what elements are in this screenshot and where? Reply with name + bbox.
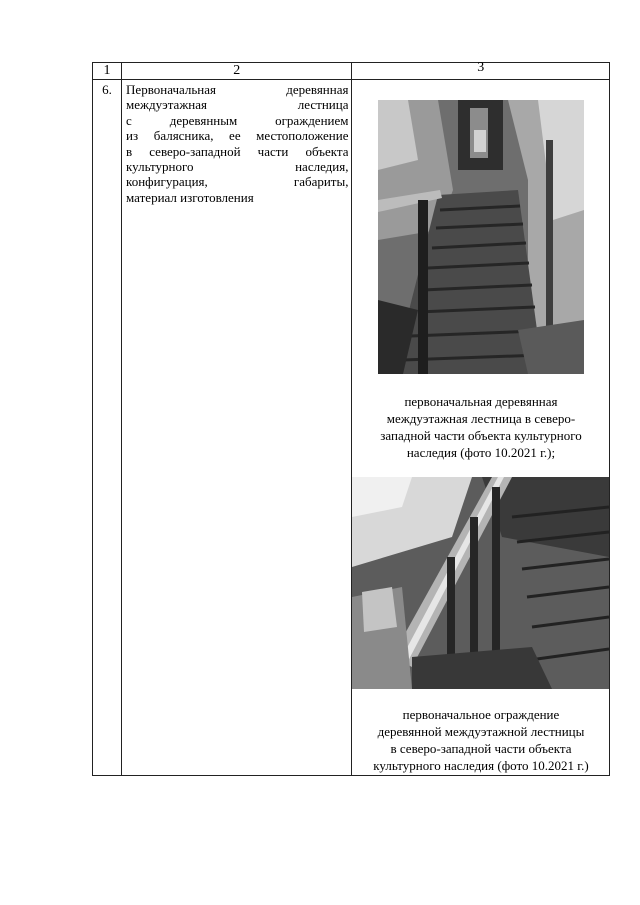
photo1-caption (352, 393, 609, 461)
header-cell-2: 2 (122, 63, 352, 80)
description-line: конфигурация, габариты, (126, 174, 349, 190)
caption-line: западной части объекта культурного (380, 428, 582, 443)
row-number: 6. (93, 80, 122, 776)
caption-line: наследия (фото 10.2021 г.); (406, 445, 556, 460)
description-line: с деревянным ограждением (126, 112, 349, 128)
caption-line: первоначальная деревянная (404, 394, 558, 409)
description-line: материал изготовления (126, 189, 254, 205)
row-description (122, 80, 352, 776)
caption-line: деревянной междуэтажной лестницы (377, 724, 585, 739)
header-row (93, 63, 610, 80)
row-photos (352, 80, 610, 776)
description-line: из балясника, ее местоположение (126, 128, 349, 144)
railing-photo (352, 477, 609, 689)
description-line: культурного наследия, (126, 158, 349, 174)
table-row (93, 80, 610, 776)
header-cell-1: 1 (93, 63, 122, 80)
photo2-caption (352, 706, 609, 774)
caption-line: культурного наследия (фото 10.2021 г.) (373, 758, 589, 773)
description-line: междуэтажная лестница (126, 97, 349, 113)
caption-line: междуэтажная лестница в северо- (386, 411, 576, 426)
caption-line: в северо-западной части объекта (390, 741, 572, 756)
header-cell-3: 3 (352, 63, 610, 80)
staircase-photo (378, 100, 584, 374)
document-table (92, 62, 610, 776)
caption-line: первоначальное ограждение (402, 707, 560, 722)
description-line: Первоначальная деревянная (126, 82, 349, 97)
description-line: в северо-западной части объекта (126, 143, 349, 159)
